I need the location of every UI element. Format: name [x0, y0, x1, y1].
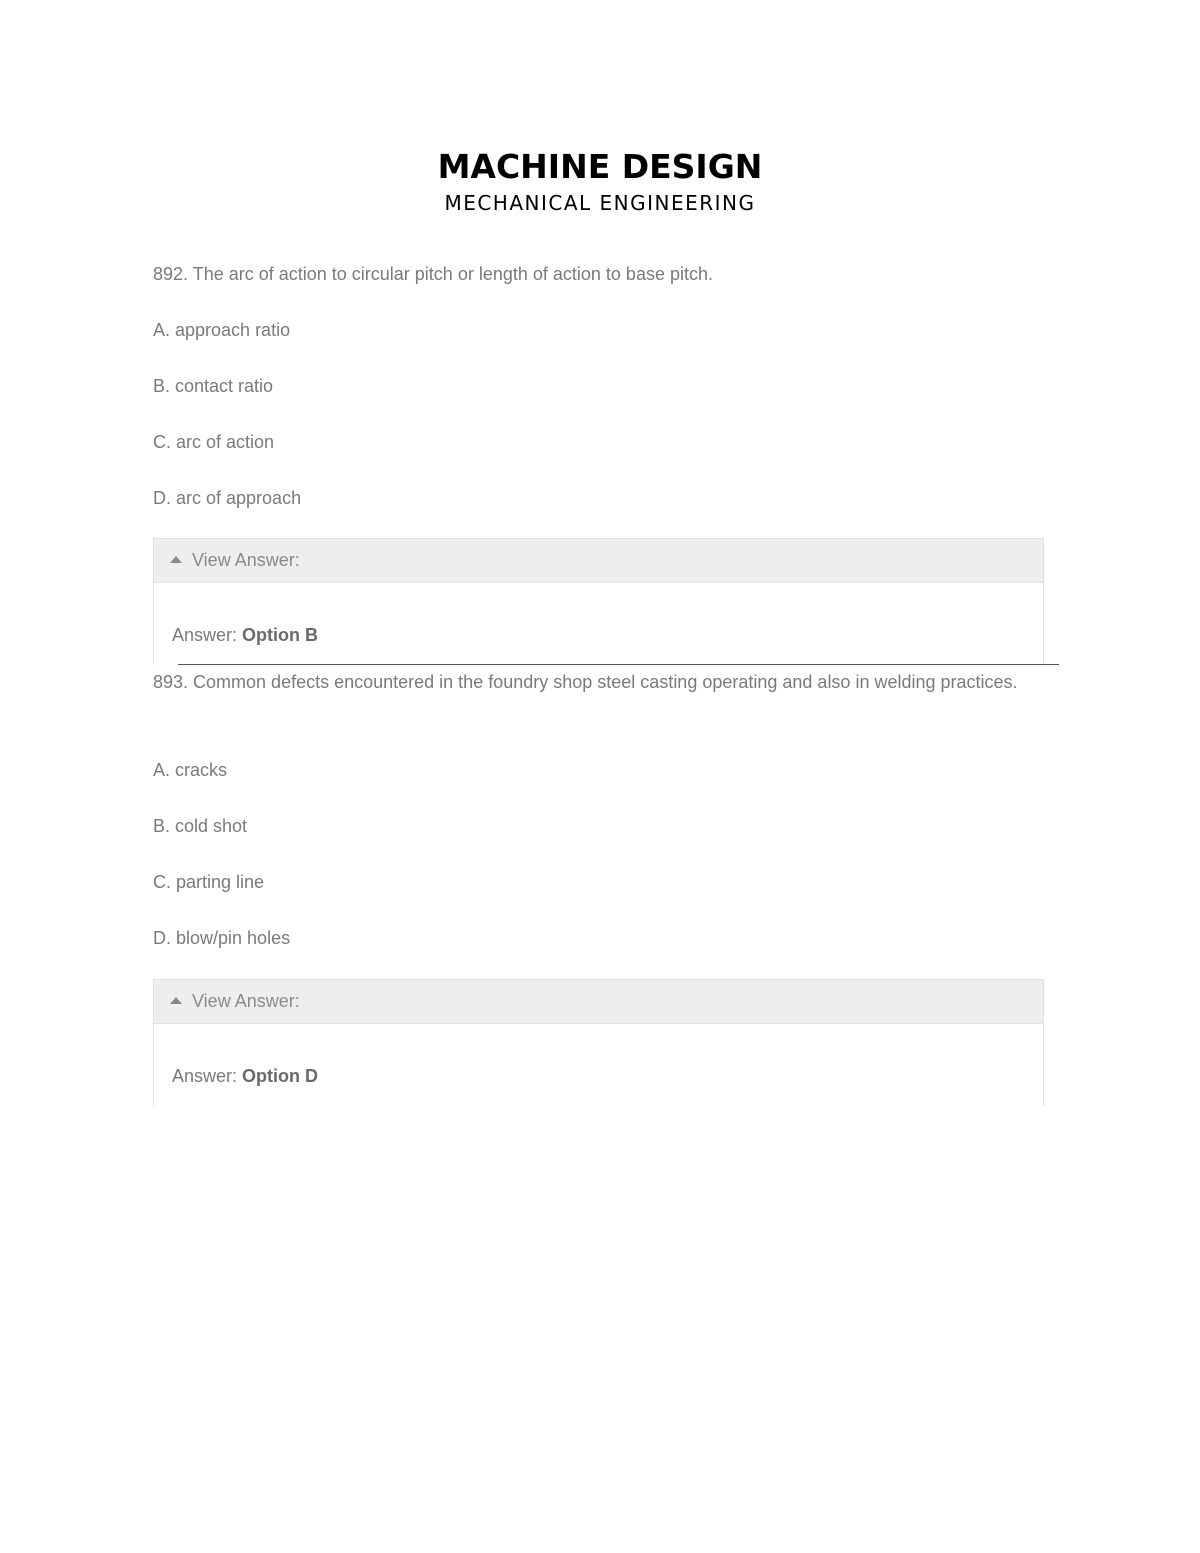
- answer-content: [154, 1024, 1043, 1106]
- caret-up-icon: [170, 997, 182, 1004]
- separator-line: [178, 664, 1059, 665]
- page-subtitle: MECHANICAL ENGINEERING: [444, 191, 756, 215]
- caret-up-icon: [170, 556, 182, 563]
- page-header: [0, 148, 1200, 216]
- answer-panel: [153, 538, 1044, 665]
- answer-value: Option D: [242, 1066, 319, 1086]
- question-text: 892. The arc of action to circular pitch or length of action to base pitch.: [153, 264, 713, 284]
- option-a: A. approach ratio: [153, 320, 291, 340]
- view-answer-toggle[interactable]: [154, 979, 1043, 1024]
- answer-prefix: Answer:: [172, 625, 243, 645]
- option-a: A. cracks: [153, 760, 228, 780]
- view-answer-label: View Answer:: [192, 991, 300, 1011]
- option-b: B. cold shot: [153, 816, 248, 836]
- option-c: C. parting line: [153, 872, 265, 892]
- answer-line: [172, 625, 318, 646]
- page-title: MACHINE DESIGN: [437, 147, 763, 186]
- question-text: 893. Common defects encountered in the foundry shop steel casting operating and also in welding practices.: [153, 672, 1018, 692]
- option-d: D. blow/pin holes: [153, 928, 291, 948]
- view-answer-toggle[interactable]: [154, 538, 1043, 583]
- answer-content: [154, 583, 1043, 665]
- view-answer-label: View Answer:: [192, 550, 300, 570]
- option-b: B. contact ratio: [153, 376, 274, 396]
- option-c: C. arc of action: [153, 432, 275, 452]
- answer-value: Option B: [242, 625, 319, 645]
- answer-panel: [153, 979, 1044, 1106]
- option-d: D. arc of approach: [153, 488, 302, 508]
- answer-prefix: Answer:: [172, 1066, 243, 1086]
- answer-line: [172, 1066, 318, 1087]
